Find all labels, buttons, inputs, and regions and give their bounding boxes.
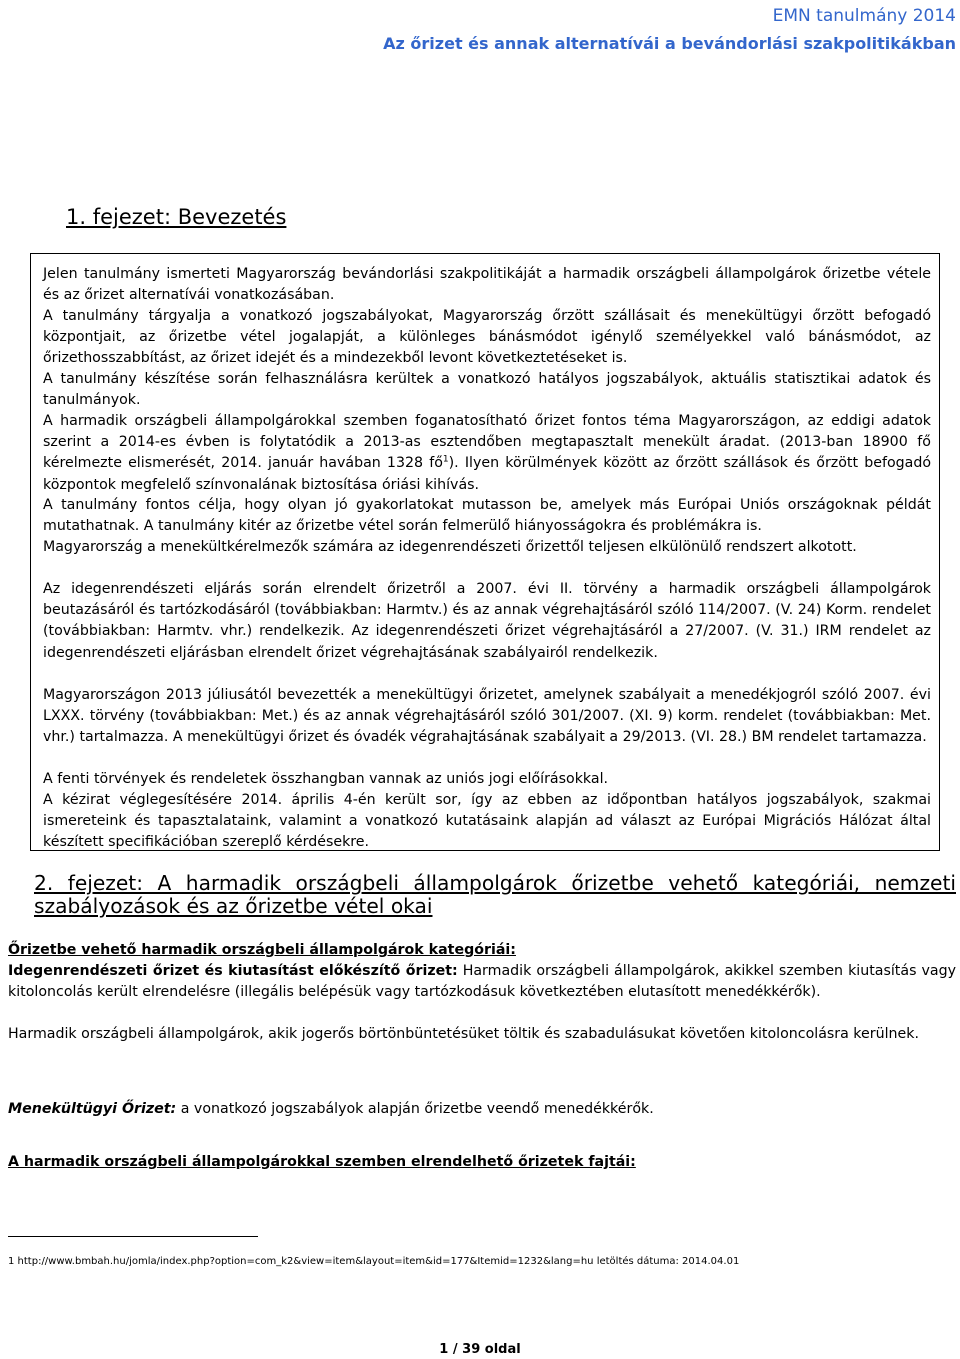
intro-paragraph: A harmadik országbeli állampolgárokkal szemben foganatosítható őrizet fontos téma Magyarországon, az eddigi adatok szerint a 2014-es évben is folytatódik a 2013-as esztendőben megtapasztalt menekült áradat. (2013-ban 18900 fő kérelmezte elismerését, 2014. január havában 1328 $fő^1$). Ilyen körülmények között az őrzött szállások és őrzött befogadó központok megfelelő színvonalának biztosítása óriási kihívás.	[43, 413, 932, 493]
chapter2-title: 2. fejezet: A harmadik országbeli állampolgárok őrizetbe vehető kategóriái, nemzeti szabályozások és az őrizetbe vétel okai	[34, 871, 956, 918]
intro-paragraph: A kézirat véglegesítésére 2014. április 4-én került sor, így az ebben az időpontban hatályos jogszabályok, szakmai ismereteink és tapasztalataink, valamint a vonatkozó kutatásaink alapján ad választ az Európai Migrációs Hálózat által készített specifikációban szereplő kérdésekre.	[43, 792, 931, 851]
intro-paragraph: A tanulmány tárgyalja a vonatkozó jogszabályokat, Magyarország őrzött szállásait és menekültügyi őrzött befogadó központjait, az őrizetbe vétel jogalapját, a különleges bánásmódot igénylő személyekkel való bánásmódot, az őrizethosszabbítást, az őrizet idejét és a mindezekből levont következtetéseket is.	[43, 308, 931, 367]
intro-paragraph: Jelen tanulmány ismerteti Magyarország bevándorlási szakpolitikáját a harmadik országbeli állampolgárok őrizetbe vétele és az őrizet alternatívái vonatkozásában.	[43, 266, 931, 304]
intro-paragraph: Magyarországon 2013 júliusától bevezették a menekültügyi őrizetet, amelynek szabályait a menedékjogról szóló 2007. évi LXXX. törvény (továbbiakban: Met.) és az annak végrehajtásáról szóló 301/2007. (XI. 9) korm. rendelet (továbbiakban: Met. vhr.) tartalmazza. A menekültügyi őrizet és óvadék végrahajtásának szabályait a 29/2013. (VI. 28.) BM rendelet tartamazza.	[43, 687, 931, 746]
intro-paragraph: Magyarország a menekültkérelmezők számára az idegenrendészeti őrizettől teljesen elkülönülő rendszert alkotott.	[43, 539, 857, 555]
categories-heading: Őrizetbe vehető harmadik országbeli állampolgárok kategóriái:	[8, 942, 516, 958]
header-subtitle: Az őrizet és annak alternatívái a bevándorlási szakpolitikákban	[383, 34, 956, 53]
intro-paragraph: A tanulmány fontos célja, hogy olyan jó gyakorlatokat mutasson be, amelyek más Európai Uniós országoknak példát mutathatnak. A tanulmány kitér az őrizetbe vétel során felmerülő hiányosságokra és problémákra is.	[43, 497, 931, 535]
asylum-detention-label: Menekültügyi Őrizet:	[8, 1101, 177, 1117]
prisoner-paragraph: Harmadik országbeli állampolgárok, akik jogerős börtönbüntetésüket töltik és szabadulásukat követően kitoloncolásra kerülnek.	[8, 1026, 919, 1042]
footnote-text: 1 http://www.bmbah.hu/jomla/index.php?option=com_k2&view=item&layout=item&id=177&Itemid=1232&lang=hu letöltés dátuma: 2014.04.01	[8, 1256, 740, 1267]
page-number: 1 / 39 oldal	[439, 1342, 521, 1357]
intro-paragraph: Az idegenrendészeti eljárás során elrendelt őrizetről a 2007. évi II. törvény a harmadik országbeli állampolgárok beutazásáról és tartózkodásáról (továbbiakban: Harmtv.) és az annak végrehajtásáról szóló 114/2007. (V. 24) Korm. rendelet (továbbiakban: Harmtv. vhr.) rendelkezik. Az idegenrendészeti őrizet végrehajtásáról a 27/2007. (V. 31.) IRM rendelet az idegenrendészeti eljárásban elrendelt őrizet végrehajtásának szabályairól rendelkezik.	[43, 581, 931, 661]
header-report-title: EMN tanulmány 2014	[772, 6, 956, 26]
intro-box	[30, 253, 940, 851]
idegen-detention-label: Idegenrendészeti őrizet és kiutasítást előkészítő őrizet:	[8, 963, 458, 979]
detention-types-heading: A harmadik országbeli állampolgárokkal szemben elrendelhető őrizetek fajtái:	[8, 1154, 636, 1170]
asylum-detention-paragraph: Menekültügyi Őrizet: a vonatkozó jogszabályok alapján őrizetbe veendő menedékkérők.	[8, 1101, 654, 1117]
idegen-detention-paragraph: Idegenrendészeti őrizet és kiutasítást előkészítő őrizet: Harmadik országbeli állampolgárok, akikkel szemben kiutasítás vagy kitoloncolás került elrendelésre (illegális belépésük vagy tartózkodásuk következtében elutasított menedékkérők).	[8, 963, 956, 1001]
chapter1-title: 1. fejezet: Bevezetés	[66, 205, 287, 229]
intro-paragraph: A fenti törvények és rendeletek összhangban vannak az uniós jogi előírásokkal.	[43, 771, 609, 787]
intro-paragraph: A tanulmány készítése során felhasználásra kerültek a vonatkozó hatályos jogszabályok, aktuális statisztikai adatok és tanulmányok.	[43, 371, 931, 409]
footnote-divider	[8, 1236, 258, 1237]
footnote-ref[interactable]: 1	[442, 454, 449, 465]
